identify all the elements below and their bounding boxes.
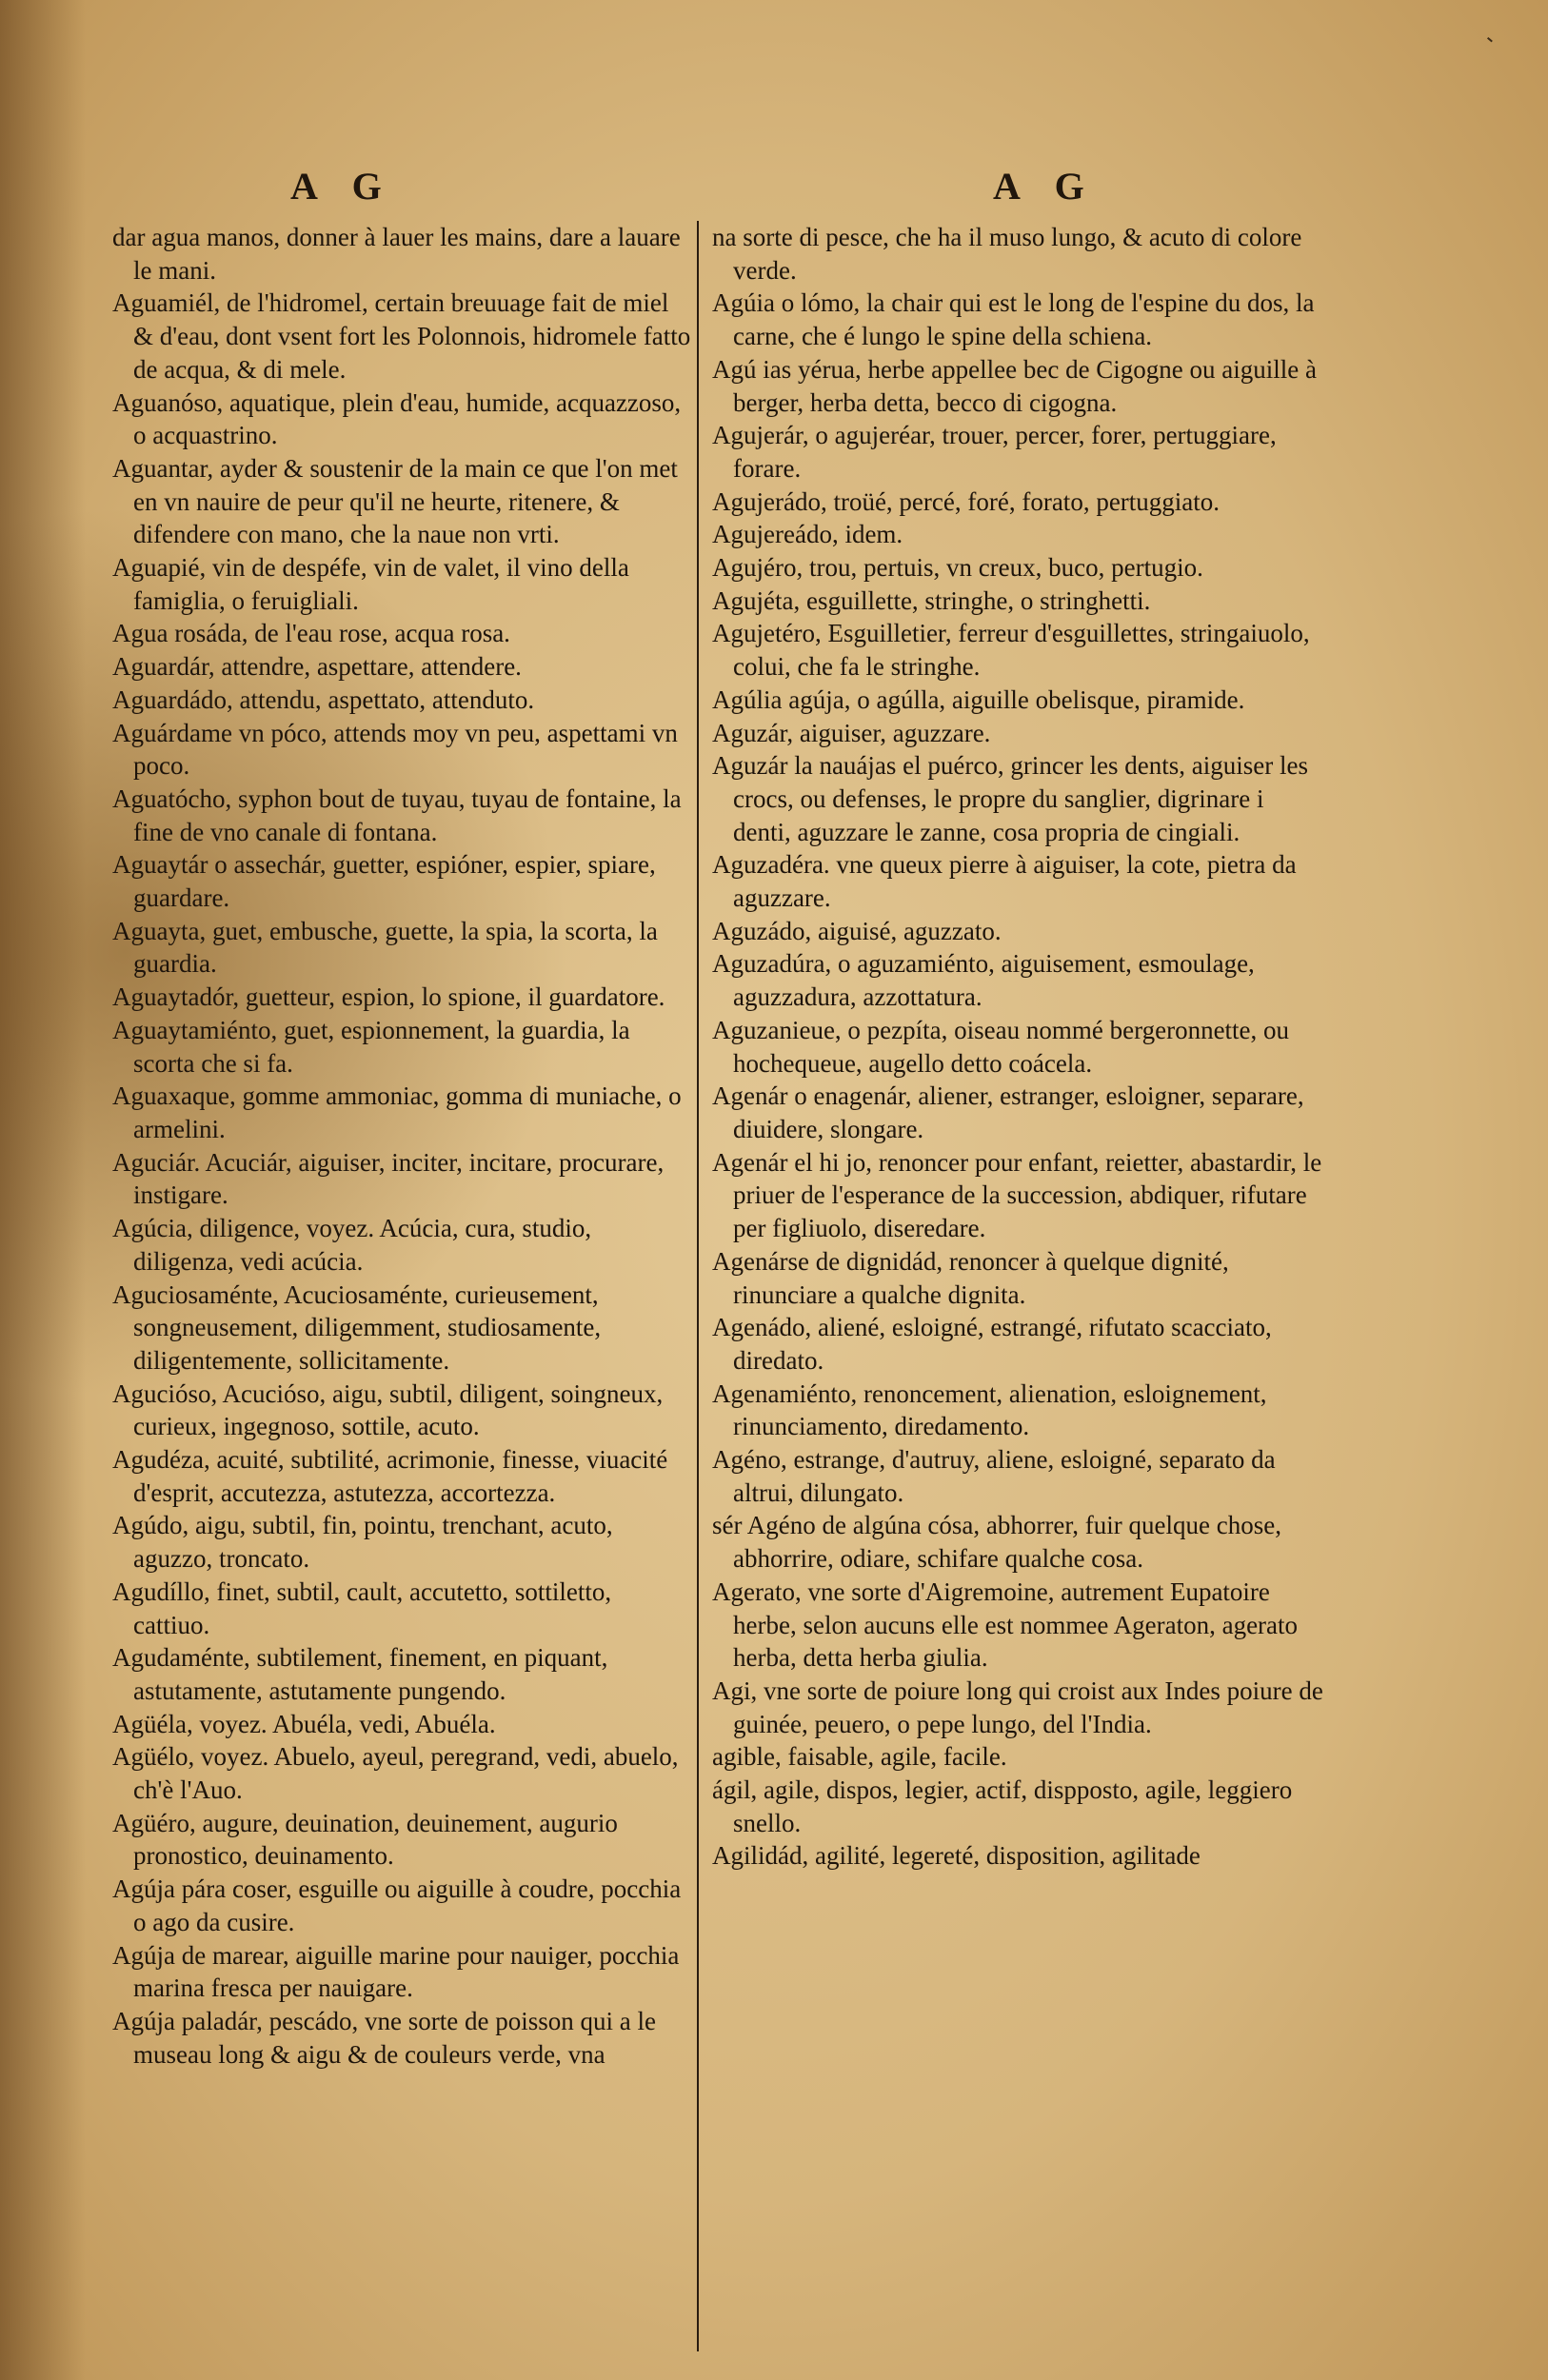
dictionary-entry: Agi, vne sorte de poiure long qui croist aux Indes poiure de guinée, peuero, o pepe lungo, del l'India. xyxy=(712,1676,1323,1738)
dictionary-entry: Agéno, estrange, d'autruy, aliene, esloigné, separato da altrui, dilungato. xyxy=(712,1445,1276,1507)
dictionary-entry: Agenamiénto, renoncement, alienation, esloignement, rinunciamento, diredamento. xyxy=(712,1378,1267,1441)
dictionary-entry: Agúja paladár, pescádo, vne sorte de poisson qui a le museau long & aigu & de couleurs verde, vna xyxy=(112,2006,656,2069)
dictionary-entry: Agenádo, aliené, esloigné, estrangé, rifutato scacciato, diredato. xyxy=(712,1313,1272,1375)
dictionary-entry: Agúja de marear, aiguille marine pour nauiger, pocchia marina fresca per nauigare. xyxy=(112,1940,680,2003)
dictionary-entry: Aguaytár o assechár, guetter, espióner, espier, spiare, guardare. xyxy=(112,850,656,913)
left-column xyxy=(112,221,691,2353)
dictionary-entry: Agujetéro, Esguilletier, ferreur d'esguillettes, stringaiuolo, colui, che fa le stringhe. xyxy=(712,619,1310,682)
dictionary-entry: Aguciár. Acuciár, aiguiser, inciter, incitare, procurare, instigare. xyxy=(112,1147,665,1210)
page-mark xyxy=(1483,37,1493,47)
dictionary-entry: Agüélo, voyez. Abuelo, ayeul, peregrand, vedi, abuelo, ch'è l'Auo. xyxy=(112,1742,679,1805)
left-column-header: A G xyxy=(290,165,395,208)
dictionary-entry: Agudéza, acuité, subtilité, acrimonie, finesse, viuacité d'esprit, accutezza, astutezza, accortezza. xyxy=(112,1445,668,1507)
dictionary-entry: Agüéro, augure, deuination, deuinement, augurio pronostico, deuinamento. xyxy=(112,1808,618,1871)
binding-shadow xyxy=(0,0,86,2380)
dictionary-entry: Aguzanieue, o pezpíta, oiseau nommé bergeronnette, ou hochequeue, augello detto coácela. xyxy=(712,1015,1290,1078)
dictionary-entry: Agúdo, aigu, subtil, fin, pointu, trenchant, acuto, aguzzo, troncato. xyxy=(112,1511,613,1574)
dictionary-entry: Agüéla, voyez. Abuéla, vedi, Abuéla. xyxy=(112,1709,496,1738)
dictionary-entry: agible, faisable, agile, facile. xyxy=(712,1742,1007,1772)
dictionary-entry: Agerato, vne sorte d'Aigremoine, autrement Eupatoire herbe, selon aucuns elle est nommee Ageraton, agerato herba, detta herba giulia. xyxy=(712,1577,1299,1673)
dictionary-entry: Agilidád, agilité, legereté, disposition, agilitade xyxy=(712,1841,1201,1871)
dictionary-entry: Aguardár, attendre, aspettare, attendere. xyxy=(112,652,522,682)
dictionary-entry: Agudaménte, subtilement, finement, en piquant, astutamente, astutamente pungendo. xyxy=(112,1643,608,1705)
dictionary-entry: Aguantar, ayder & soustenir de la main ce que l'on met en vn nauire de peur qu'il ne heurte, ritenere, & difendere con mano, che la naue non vrti. xyxy=(112,453,678,549)
right-column-header: A G xyxy=(993,165,1098,208)
dictionary-entry: Agúia o lómo, la chair qui est le long de l'espine du dos, la carne, che é lungo le spine della schiena. xyxy=(712,288,1315,351)
dictionary-entry: Aguzadéra. vne queux pierre à aiguiser, la cote, pietra da aguzzare. xyxy=(712,850,1297,913)
dictionary-entry: Aguardádo, attendu, aspettato, attenduto. xyxy=(112,684,535,714)
right-column xyxy=(712,221,1323,2353)
dictionary-entry: Aguárdame vn póco, attends moy vn peu, aspettami vn poco. xyxy=(112,718,678,781)
dictionary-entry: Aguzár la nauájas el puérco, grincer les dents, aiguiser les crocs, ou defenses, le propre du sanglier, digrinare i denti, aguzzare le zanne, cosa propria de cingiali. xyxy=(712,751,1308,846)
dictionary-entry: Aguaytadór, guetteur, espion, lo spione, il guardatore. xyxy=(112,982,665,1012)
dictionary-entry: Agudíllo, finet, subtil, cault, accutetto, sottiletto, cattiuo. xyxy=(112,1577,612,1639)
dictionary-entry: Agúcia, diligence, voyez. Acúcia, cura, studio, diligenza, vedi acúcia. xyxy=(112,1214,592,1276)
dictionary-entry: Agujereádo, idem. xyxy=(712,520,903,549)
dictionary-entry: Agujéro, trou, pertuis, vn creux, buco, pertugio. xyxy=(712,553,1203,583)
dictionary-entry: dar agua manos, donner à lauer les mains, dare a lauare le mani. xyxy=(112,223,681,285)
dictionary-entry: Aguzár, aiguiser, aguzzare. xyxy=(712,718,991,747)
dictionary-entry: sér Agéno de algúna cósa, abhorrer, fuir quelque chose, abhorrire, odiare, schifare qualche cosa. xyxy=(712,1511,1281,1574)
dictionary-entry: na sorte di pesce, che ha il muso lungo, & acuto di colore verde. xyxy=(712,223,1302,285)
column-divider xyxy=(697,221,699,2351)
dictionary-entry: Agujerár, o agujeréar, trouer, percer, forer, pertuggiare, forare. xyxy=(712,421,1277,483)
dictionary-entry: Aguapié, vin de despéfe, vin de valet, il vino della famiglia, o feruigliali. xyxy=(112,553,629,615)
dictionary-entry: Aguanóso, aquatique, plein d'eau, humide, acquazzoso, o acquastrino. xyxy=(112,387,682,450)
dictionary-entry: Agúlia agúja, o agúlla, aiguille obelisque, piramide. xyxy=(712,684,1245,714)
dictionary-entry: Aguzadúra, o aguzamiénto, aiguisement, esmoulage, aguzzadura, azzottatura. xyxy=(712,949,1255,1012)
dictionary-entry: Aguciosaménte, Acuciosaménte, curieusement, songneusement, diligemment, studiosamente, diligentemente, sollicitamente. xyxy=(112,1279,602,1375)
dictionary-entry: Aguzádo, aiguisé, aguzzato. xyxy=(712,916,1002,945)
dictionary-entry: Aguaxaque, gomme ammoniac, gomma di muniache, o armelini. xyxy=(112,1081,682,1143)
dictionary-entry: Agenár o enagenár, aliener, estranger, esloigner, separare, diuidere, slongare. xyxy=(712,1081,1304,1143)
dictionary-entry: Agúja pára coser, esguille ou aiguille à coudre, pocchia o ago da cusire. xyxy=(112,1874,682,1936)
dictionary-entry: Agujerádo, troüé, percé, foré, forato, pertuggiato. xyxy=(712,486,1221,516)
dictionary-entry: Agenár el hi jo, renoncer pour enfant, reietter, abastardir, le priuer de l'esperance de la succession, abdiquer, rifutare per figliuolo, diseredare. xyxy=(712,1147,1322,1243)
dictionary-entry: Agua rosáda, de l'eau rose, acqua rosa. xyxy=(112,619,510,648)
dictionary-entry: Agenárse de dignidád, renoncer à quelque dignité, rinunciare a qualche dignita. xyxy=(712,1246,1229,1309)
dictionary-entry: Agú ias yérua, herbe appellee bec de Cigogne ou aiguille à berger, herba detta, becco di cigogna. xyxy=(712,354,1318,417)
dictionary-entry: Agucióso, Acucióso, aigu, subtil, diligent, soingneux, curieux, ingegnoso, sottile, acuto. xyxy=(112,1378,664,1441)
dictionary-entry: Aguatócho, syphon bout de tuyau, tuyau de fontaine, la fine de vno canale di fontana. xyxy=(112,783,682,846)
dictionary-entry: ágil, agile, dispos, legier, actif, dispposto, agile, leggiero snello. xyxy=(712,1775,1293,1837)
dictionary-entry: Aguayta, guet, embusche, guette, la spia, la scorta, la guardia. xyxy=(112,916,658,979)
dictionary-entry: Aguaytamiénto, guet, espionnement, la guardia, la scorta che si fa. xyxy=(112,1015,630,1078)
dictionary-entry: Agujéta, esguillette, stringhe, o stringhetti. xyxy=(712,585,1151,615)
dictionary-entry: Aguamiél, de l'hidromel, certain breuuage fait de miel & d'eau, dont vsent fort les Polonnois, hidromele fatto de acqua, & di mele. xyxy=(112,288,691,384)
